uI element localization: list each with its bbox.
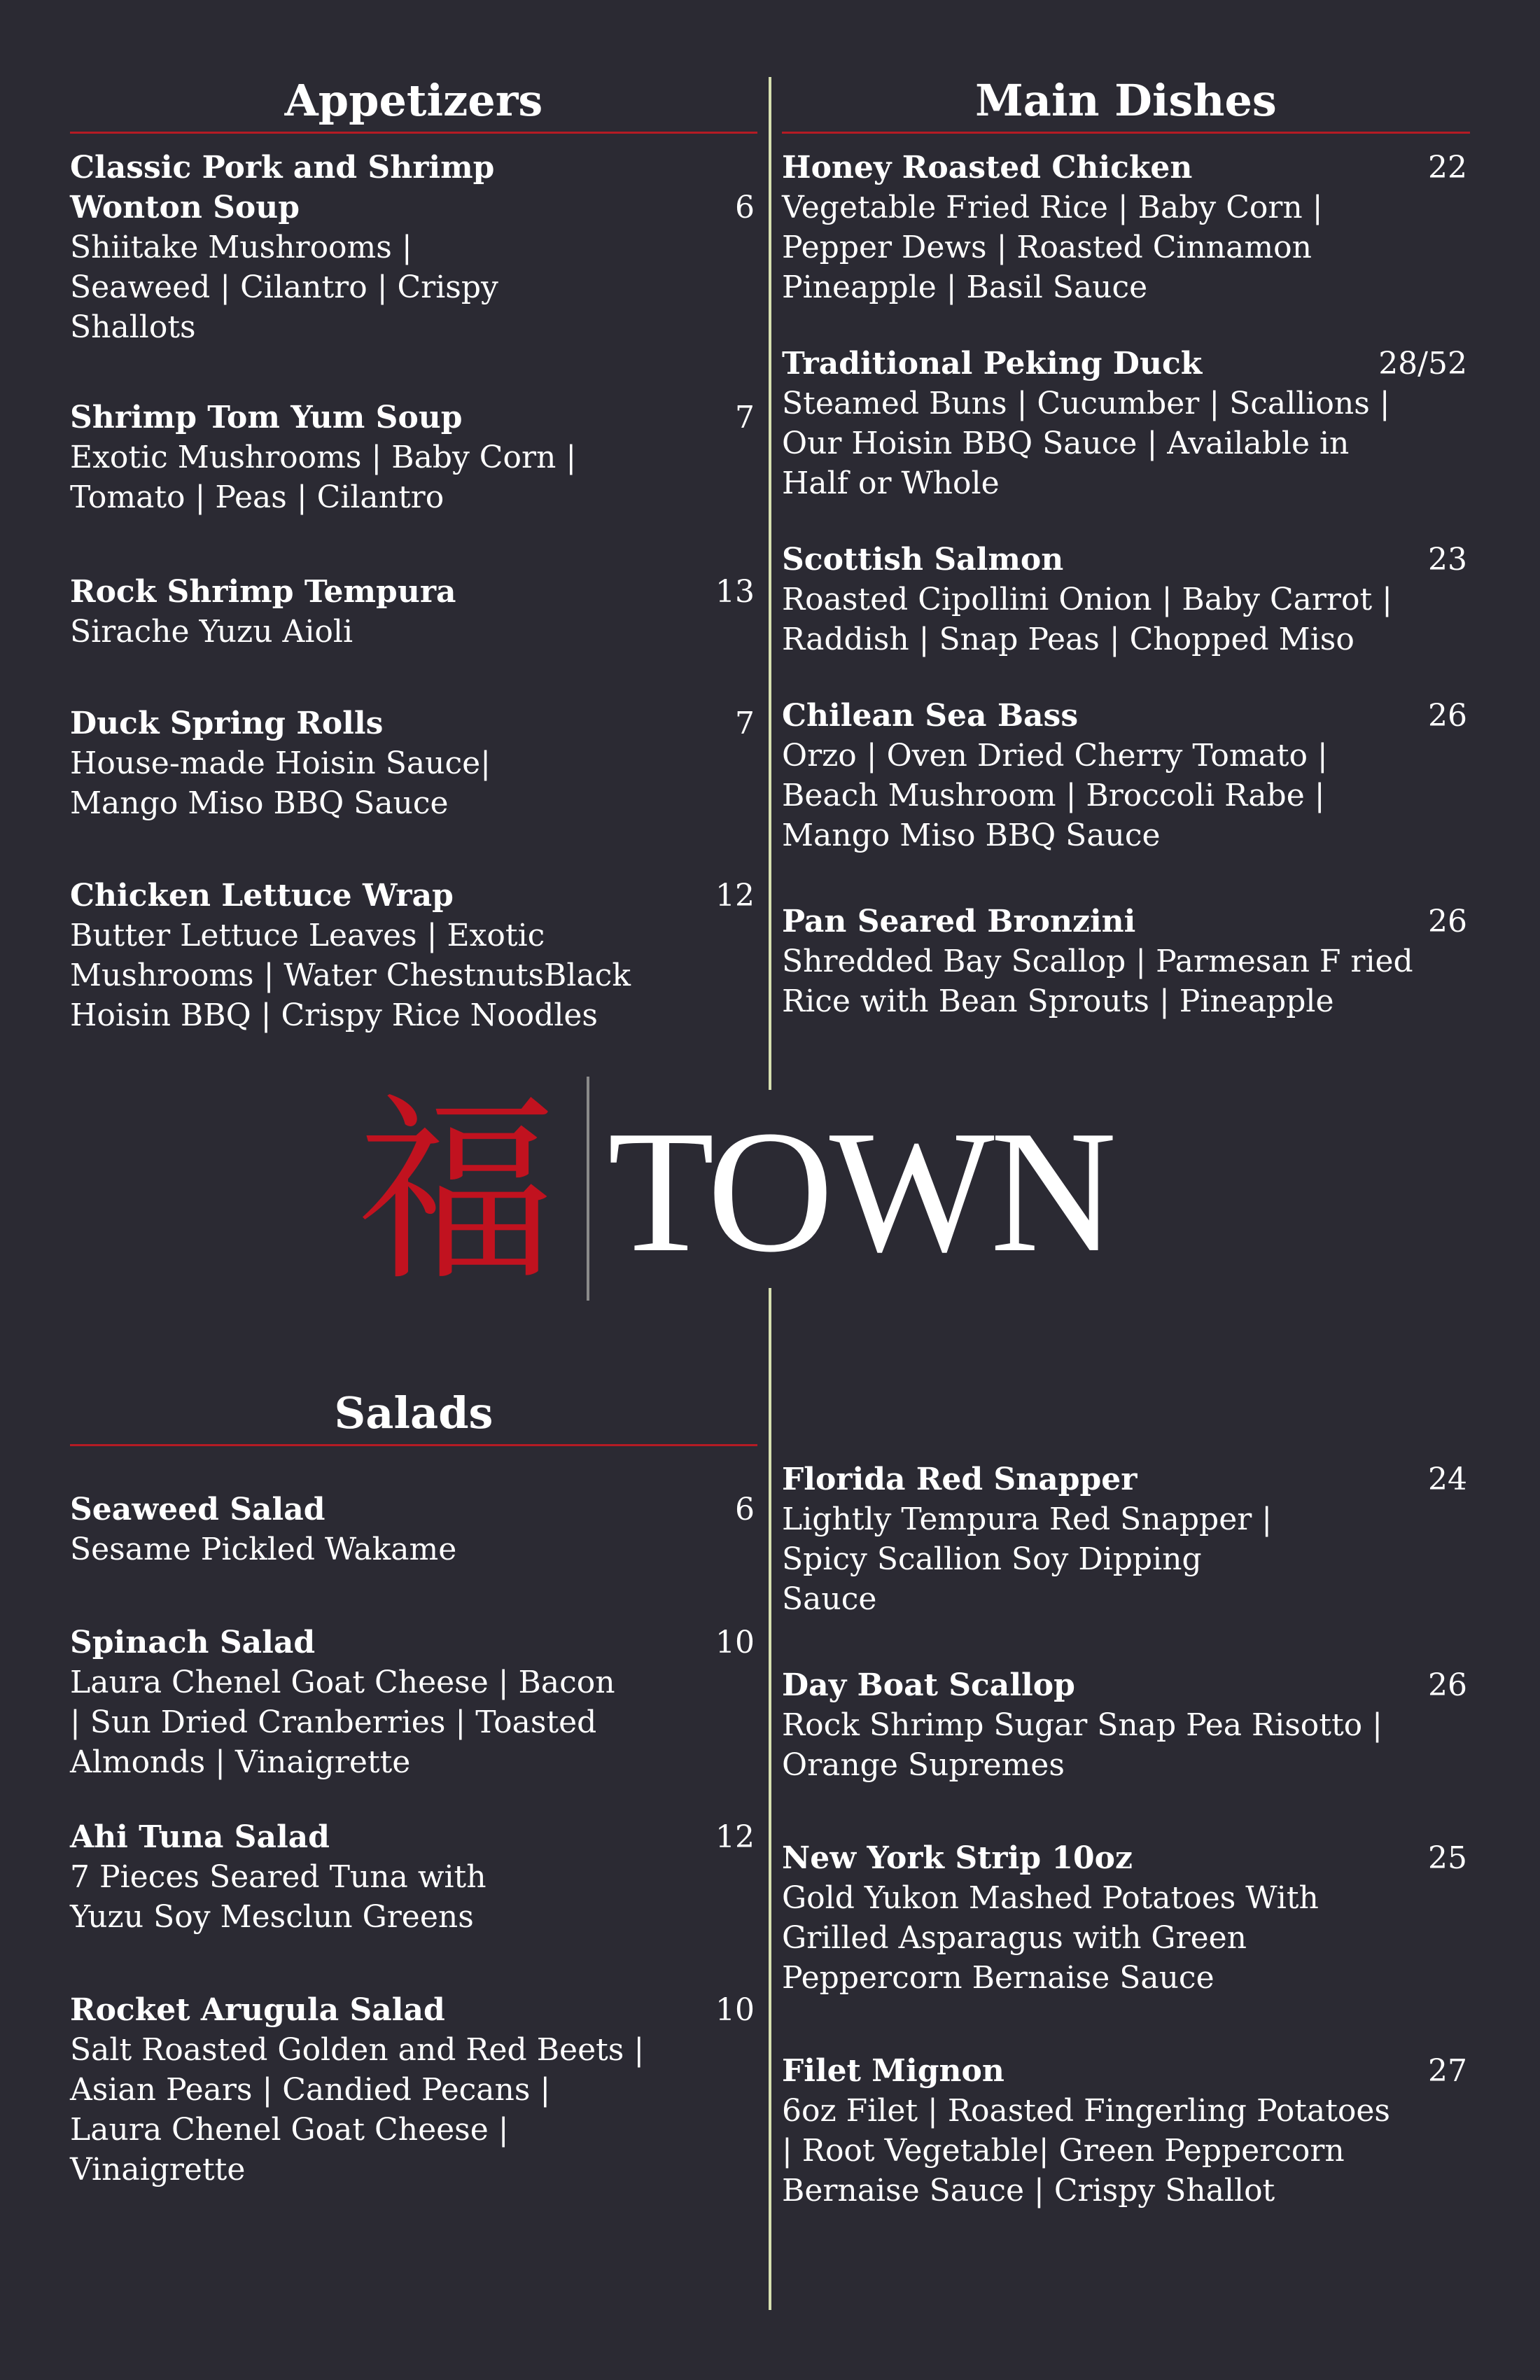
item-name: Shrimp Tom Yum Soup bbox=[70, 400, 463, 435]
appetizers-title: Appetizers bbox=[70, 70, 757, 134]
item-description: Orzo | Oven Dried Cherry Tomato | Beach Mushroom | Broccoli Rabe | Mango Miso BBQ Sauce bbox=[782, 738, 1328, 853]
item-description: 6oz Filet | Roasted Fingerling Potatoes | Root Vegetable| Green Peppercorn Bernaise Sauce | Crispy Shallot bbox=[782, 2093, 1390, 2208]
menu-item bbox=[782, 540, 1470, 659]
item-price: 26 bbox=[1428, 698, 1467, 734]
logo-wordmark: TOWN bbox=[608, 1095, 1113, 1289]
menu-item bbox=[70, 1490, 757, 1569]
item-description: Shredded Bay Scallop | Parmesan F ried Rice with Bean Sprouts | Pineapple bbox=[782, 944, 1413, 1019]
item-price: 13 bbox=[715, 574, 755, 610]
item-price: 24 bbox=[1428, 1462, 1467, 1497]
item-description: House-made Hoisin Sauce| Mango Miso BBQ Sauce bbox=[70, 746, 491, 821]
item-description: Shiitake Mushrooms | Seaweed | Cilantro | Crispy Shallots bbox=[70, 230, 498, 345]
salads-title: Salads bbox=[70, 1382, 757, 1446]
item-price: 27 bbox=[1428, 2053, 1467, 2089]
item-name: Chilean Sea Bass bbox=[782, 698, 1079, 734]
item-description: Lightly Tempura Red Snapper | Spicy Scallion Soy Dipping Sauce bbox=[782, 1502, 1273, 1617]
item-name: Spinach Salad bbox=[70, 1625, 316, 1660]
menu-item bbox=[70, 1817, 757, 1937]
item-name: Honey Roasted Chicken bbox=[782, 150, 1193, 186]
item-description: Vegetable Fried Rice | Baby Corn | Pepper Dews | Roasted Cinnamon Pineapple | Basil Sauce bbox=[782, 190, 1323, 305]
item-description: Gold Yukon Mashed Potatoes With Grilled Asparagus with Green Peppercorn Bernaise Sauce bbox=[782, 1880, 1319, 1996]
item-name: Seaweed Salad bbox=[70, 1492, 326, 1527]
item-name: Filet Mignon bbox=[782, 2053, 1004, 2089]
item-name: Duck Spring Rolls bbox=[70, 706, 384, 741]
menu-item bbox=[70, 876, 757, 1035]
menu-item bbox=[70, 572, 757, 652]
menu-item bbox=[782, 1665, 1470, 1785]
item-price: 6 bbox=[735, 1492, 755, 1527]
item-price: 10 bbox=[715, 1625, 755, 1660]
item-description: Steamed Buns | Cucumber | Scallions | Our Hoisin BBQ Sauce | Available in Half or Whole bbox=[782, 386, 1390, 501]
item-description: Rock Shrimp Sugar Snap Pea Risotto | Orange Supremes bbox=[782, 1707, 1382, 1783]
logo-separator bbox=[587, 1077, 589, 1301]
item-price: 12 bbox=[715, 878, 755, 913]
item-price: 7 bbox=[735, 400, 755, 435]
item-price: 10 bbox=[715, 1992, 755, 2028]
salads-section bbox=[70, 1382, 757, 2236]
column-divider bbox=[769, 1288, 771, 2310]
main-dishes-continued-section bbox=[782, 1460, 1470, 2257]
fu-character-logo: 福 bbox=[357, 1076, 556, 1308]
item-price: 26 bbox=[1428, 1667, 1467, 1703]
menu-item bbox=[782, 344, 1470, 503]
item-price: 12 bbox=[715, 1819, 755, 1855]
menu-item bbox=[782, 2051, 1470, 2211]
item-price: 26 bbox=[1428, 904, 1467, 939]
item-price: 7 bbox=[735, 706, 755, 741]
item-description: Laura Chenel Goat Cheese | Bacon | Sun Dried Cranberries | Toasted Almonds | Vinaigrette bbox=[70, 1665, 615, 1780]
menu-item bbox=[782, 148, 1470, 307]
item-price: 6 bbox=[735, 190, 755, 225]
item-name: Scottish Salmon bbox=[782, 542, 1064, 578]
item-name: Classic Pork and Shrimp Wonton Soup bbox=[70, 150, 495, 225]
item-name: Traditional Peking Duck bbox=[782, 346, 1203, 382]
main-dishes-section bbox=[782, 70, 1470, 1068]
item-name: Rock Shrimp Tempura bbox=[70, 574, 456, 610]
restaurant-logo bbox=[350, 1077, 1190, 1308]
item-name: New York Strip 10oz bbox=[782, 1840, 1133, 1876]
item-name: Day Boat Scallop bbox=[782, 1667, 1075, 1703]
item-name: Florida Red Snapper bbox=[782, 1462, 1138, 1497]
item-price: 25 bbox=[1428, 1840, 1467, 1876]
appetizers-section bbox=[70, 70, 757, 1082]
item-name: Rocket Arugula Salad bbox=[70, 1992, 445, 2028]
item-description: Sirache Yuzu Aioli bbox=[70, 614, 354, 650]
menu-item bbox=[70, 398, 757, 517]
item-description: Sesame Pickled Wakame bbox=[70, 1532, 457, 1567]
item-price: 28/52 bbox=[1378, 346, 1467, 382]
item-description: Exotic Mushrooms | Baby Corn | Tomato | Peas | Cilantro bbox=[70, 440, 577, 515]
item-price: 22 bbox=[1428, 150, 1467, 186]
main-dishes-title: Main Dishes bbox=[782, 70, 1470, 134]
menu-item bbox=[70, 148, 757, 347]
item-description: 7 Pieces Seared Tuna with Yuzu Soy Mesclun Greens bbox=[70, 1859, 486, 1935]
item-description: Butter Lettuce Leaves | Exotic Mushrooms | Water ChestnutsBlack Hoisin BBQ | Crispy Rice Noodles bbox=[70, 918, 631, 1033]
item-price: 23 bbox=[1428, 542, 1467, 578]
menu-item bbox=[70, 1623, 757, 1782]
item-name: Pan Seared Bronzini bbox=[782, 904, 1136, 939]
item-description: Roasted Cipollini Onion | Baby Carrot | Raddish | Snap Peas | Chopped Miso bbox=[782, 582, 1392, 657]
menu-item bbox=[70, 1990, 757, 2190]
menu-item bbox=[782, 1838, 1470, 1998]
item-name: Ahi Tuna Salad bbox=[70, 1819, 330, 1855]
menu-item bbox=[782, 1460, 1470, 1619]
menu-item bbox=[782, 902, 1470, 1021]
item-description: Salt Roasted Golden and Red Beets | Asian Pears | Candied Pecans | Laura Chenel Goat Cheese | Vinaigrette bbox=[70, 2032, 645, 2188]
column-divider bbox=[769, 77, 771, 1090]
menu-item bbox=[782, 696, 1470, 855]
item-name: Chicken Lettuce Wrap bbox=[70, 878, 454, 913]
menu-item bbox=[70, 704, 757, 823]
